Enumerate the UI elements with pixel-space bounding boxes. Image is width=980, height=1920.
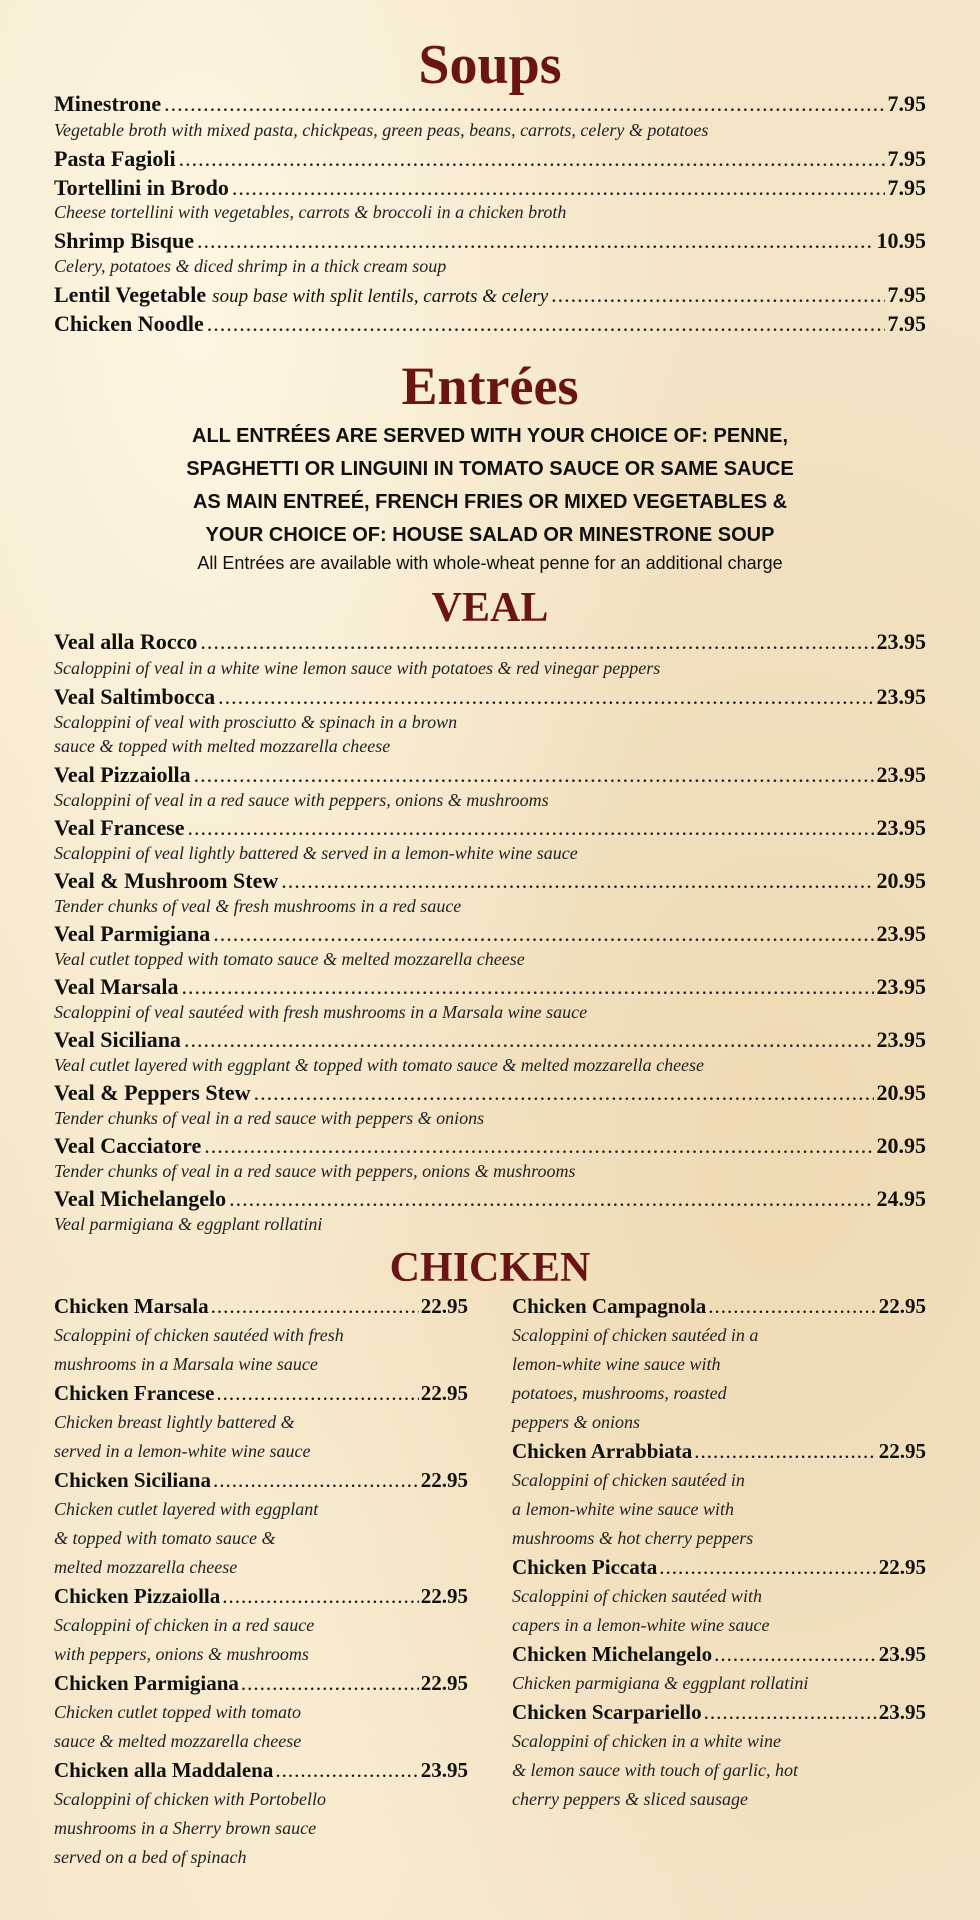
item-price: 23.95	[876, 762, 926, 787]
item-inline-description: soup base with split lentils, carrots & celery	[212, 286, 549, 307]
item-description: Scaloppini of chicken with Portobello mushrooms in a Sherry brown sauce served on a bed of spinach	[54, 1789, 326, 1867]
item-description: Vegetable broth with mixed pasta, chickpeas, green peas, beans, carrots, celery & potatoes	[54, 120, 709, 140]
leader-dots	[254, 1079, 874, 1107]
leader-dots	[211, 1292, 419, 1320]
item-price: 20.95	[876, 868, 926, 893]
item-price: 23.95	[876, 974, 926, 999]
entrees-note-line: AS MAIN ENTREÉ, FRENCH FRIES OR MIXED VEGETABLES &	[192, 491, 788, 513]
menu-item-chicken-marsala	[54, 1292, 468, 1320]
item-name: Veal Saltimbocca	[54, 684, 216, 709]
leader-dots	[213, 920, 873, 948]
entrees-heading: Entrées	[401, 356, 579, 416]
item-name: Chicken Scarpariello	[512, 1700, 702, 1724]
leader-dots	[200, 628, 873, 656]
menu-item-veal-marsala	[54, 973, 926, 1001]
leader-dots	[241, 1669, 419, 1697]
menu-item-lentil-vegetable	[54, 281, 926, 309]
item-name: Chicken alla Maddalena	[54, 1758, 274, 1782]
item-price: 7.95	[887, 282, 926, 307]
item-description: Veal parmigiana & eggplant rollatini	[54, 1214, 323, 1234]
item-price: 23.95	[420, 1758, 468, 1782]
item-name: Chicken Francese	[54, 1381, 215, 1405]
item-price: 23.95	[878, 1700, 926, 1724]
menu-item-chicken-parmigiana	[54, 1669, 468, 1697]
item-name: Veal Marsala	[54, 974, 179, 999]
item-name: Chicken Piccata	[512, 1555, 658, 1579]
item-price: 22.95	[420, 1381, 468, 1405]
item-description: Scaloppini of veal in a red sauce with peppers, onions & mushrooms	[54, 790, 549, 810]
leader-dots	[216, 1379, 418, 1407]
item-price: 23.95	[878, 1642, 926, 1666]
menu-item-shrimp-bisque	[54, 227, 926, 255]
item-description: Chicken parmigiana & eggplant rollatini	[512, 1673, 809, 1693]
item-description: Scaloppini of chicken in a white wine & lemon sauce with touch of garlic, hot cherry peppers & sliced sausage	[512, 1731, 798, 1809]
item-description: Scaloppini of chicken sautéed with capers in a lemon-white wine sauce	[512, 1586, 770, 1635]
item-name: Chicken Noodle	[54, 311, 204, 336]
item-price: 23.95	[876, 629, 926, 654]
menu-item-chicken-siciliana	[54, 1466, 468, 1494]
item-price: 20.95	[876, 1080, 926, 1105]
item-price: 22.95	[420, 1294, 468, 1318]
leader-dots	[281, 867, 873, 895]
item-price: 22.95	[420, 1584, 468, 1608]
item-price: 22.95	[878, 1439, 926, 1463]
item-description: Scaloppini of veal lightly battered & served in a lemon-white wine sauce	[54, 843, 578, 863]
leader-dots	[659, 1553, 877, 1581]
leader-dots	[551, 281, 884, 309]
menu-item-veal-cacciatore	[54, 1132, 926, 1160]
item-description: Scaloppini of chicken sautéed with fresh mushrooms in a Marsala wine sauce	[54, 1325, 344, 1374]
menu-item-chicken-piccata	[512, 1553, 926, 1581]
item-price: 22.95	[420, 1671, 468, 1695]
menu-item-veal-parmigiana	[54, 920, 926, 948]
item-name: Tortellini in Brodo	[54, 175, 229, 200]
menu-item-veal-peppers-stew	[54, 1079, 926, 1107]
item-name: Shrimp Bisque	[54, 228, 194, 253]
menu-item-veal-siciliana	[54, 1026, 926, 1054]
leader-dots	[184, 1026, 874, 1054]
item-name: Chicken Michelangelo	[512, 1642, 713, 1666]
item-name: Veal Francese	[54, 815, 185, 840]
entrees-note-line: SPAGHETTI OR LINGUINI IN TOMATO SAUCE OR SAME SAUCE	[186, 458, 794, 480]
chicken-heading: CHICKEN	[389, 1245, 591, 1291]
leader-dots	[213, 1466, 419, 1494]
item-price: 23.95	[876, 1027, 926, 1052]
item-price: 23.95	[876, 815, 926, 840]
entrees-subnote: All Entrées are available with whole-wheat penne for an additional charge	[197, 553, 783, 573]
entrees-note	[0, 420, 980, 552]
item-price: 20.95	[876, 1133, 926, 1158]
menu-item-tortellini-in-brodo	[54, 174, 926, 202]
menu-item-pasta-fagioli	[54, 145, 926, 173]
item-description: Chicken breast lightly battered & served in a lemon-white wine sauce	[54, 1412, 311, 1461]
item-name: Chicken Campagnola	[512, 1294, 707, 1318]
leader-dots	[194, 761, 874, 789]
leader-dots	[232, 174, 885, 202]
leader-dots	[222, 1582, 419, 1610]
item-name: Veal Pizzaiolla	[54, 762, 191, 787]
item-name: Veal & Mushroom Stew	[54, 868, 279, 893]
menu-item-chicken-alla-maddalena	[54, 1756, 468, 1784]
soups-heading: Soups	[418, 34, 562, 96]
leader-dots	[275, 1756, 418, 1784]
item-price: 24.95	[876, 1186, 926, 1211]
item-description: Scaloppini of chicken sautéed in a lemon-white wine sauce with mushrooms & hot cherry peppers	[512, 1470, 754, 1548]
item-description: Scaloppini of veal in a white wine lemon sauce with potatoes & red vinegar peppers	[54, 658, 661, 678]
menu-item-veal-francese	[54, 814, 926, 842]
item-name: Chicken Parmigiana	[54, 1671, 239, 1695]
menu-item-veal-mushroom-stew	[54, 867, 926, 895]
leader-dots	[197, 227, 874, 255]
item-name: Chicken Pizzaiolla	[54, 1584, 221, 1608]
item-price: 22.95	[420, 1468, 468, 1492]
item-name: Lentil Vegetable	[54, 282, 207, 307]
item-description: Scaloppini of chicken in a red sauce with peppers, onions & mushrooms	[54, 1615, 315, 1664]
menu-item-chicken-scarpariello	[512, 1698, 926, 1726]
item-description: Cheese tortellini with vegetables, carrots & broccoli in a chicken broth	[54, 202, 567, 222]
menu-item-chicken-michelangelo	[512, 1640, 926, 1668]
leader-dots	[181, 973, 873, 1001]
leader-dots	[704, 1698, 877, 1726]
item-description: Tender chunks of veal & fresh mushrooms in a red sauce	[54, 896, 462, 916]
item-name: Veal alla Rocco	[54, 629, 198, 654]
item-description: Veal cutlet topped with tomato sauce & melted mozzarella cheese	[54, 949, 525, 969]
item-name: Veal Cacciatore	[54, 1133, 202, 1158]
item-price: 7.95	[887, 311, 926, 336]
item-name: Chicken Siciliana	[54, 1468, 211, 1492]
item-description: Scaloppini of veal with prosciutto & spinach in a brown sauce & topped with melted mozzarella cheese	[54, 712, 458, 756]
item-name: Veal Parmigiana	[54, 921, 211, 946]
entrees-note-line: ALL ENTRÉES ARE SERVED WITH YOUR CHOICE OF: PENNE,	[192, 425, 788, 447]
item-description: Celery, potatoes & diced shrimp in a thick cream soup	[54, 256, 447, 276]
item-name: Pasta Fagioli	[54, 146, 176, 171]
item-description: Tender chunks of veal in a red sauce with peppers, onions & mushrooms	[54, 1161, 576, 1181]
item-price: 22.95	[878, 1555, 926, 1579]
item-description: Veal cutlet layered with eggplant & topped with tomato sauce & melted mozzarella cheese	[54, 1055, 705, 1075]
leader-dots	[188, 814, 874, 842]
leader-dots	[179, 145, 885, 173]
item-name: Minestrone	[54, 91, 162, 116]
leader-dots	[708, 1292, 876, 1320]
leader-dots	[204, 1132, 873, 1160]
menu-item-chicken-francese	[54, 1379, 468, 1407]
item-price: 23.95	[876, 684, 926, 709]
item-name: Veal Michelangelo	[54, 1186, 227, 1211]
item-name: Chicken Arrabbiata	[512, 1439, 693, 1463]
menu-item-chicken-pizzaiolla	[54, 1582, 468, 1610]
entrees-note-line: YOUR CHOICE OF: HOUSE SALAD OR MINESTRONE SOUP	[205, 524, 775, 546]
menu-item-chicken-noodle	[54, 310, 926, 338]
menu-item-chicken-campagnola	[512, 1292, 926, 1320]
menu-item-chicken-arrabbiata	[512, 1437, 926, 1465]
leader-dots	[218, 683, 873, 711]
leader-dots	[714, 1640, 877, 1668]
item-description: Chicken cutlet topped with tomato sauce & melted mozzarella cheese	[54, 1702, 302, 1751]
item-name: Veal & Peppers Stew	[54, 1080, 251, 1105]
item-name: Chicken Marsala	[54, 1294, 209, 1318]
item-price: 10.95	[876, 228, 926, 253]
item-name: Veal Siciliana	[54, 1027, 181, 1052]
item-description: Tender chunks of veal in a red sauce with peppers & onions	[54, 1108, 485, 1128]
item-description: Scaloppini of veal sautéed with fresh mushrooms in a Marsala wine sauce	[54, 1002, 588, 1022]
menu-item-veal-alla-rocco	[54, 628, 926, 656]
item-price: 7.95	[887, 146, 926, 171]
item-price: 22.95	[878, 1294, 926, 1318]
menu-item-minestrone	[54, 90, 926, 118]
item-price: 7.95	[887, 91, 926, 116]
leader-dots	[229, 1185, 873, 1213]
item-price: 23.95	[876, 921, 926, 946]
leader-dots	[694, 1437, 876, 1465]
menu-item-veal-michelangelo	[54, 1185, 926, 1213]
menu-item-veal-pizzaiolla	[54, 761, 926, 789]
veal-heading: VEAL	[431, 585, 549, 631]
leader-dots	[207, 310, 885, 338]
menu-item-veal-saltimbocca	[54, 683, 926, 711]
item-price: 7.95	[887, 175, 926, 200]
leader-dots	[164, 90, 884, 118]
item-description: Chicken cutlet layered with eggplant & topped with tomato sauce & melted mozzarella cheese	[54, 1499, 319, 1577]
item-description: Scaloppini of chicken sautéed in a lemon-white wine sauce with potatoes, mushrooms, roasted peppers & onions	[512, 1325, 759, 1432]
